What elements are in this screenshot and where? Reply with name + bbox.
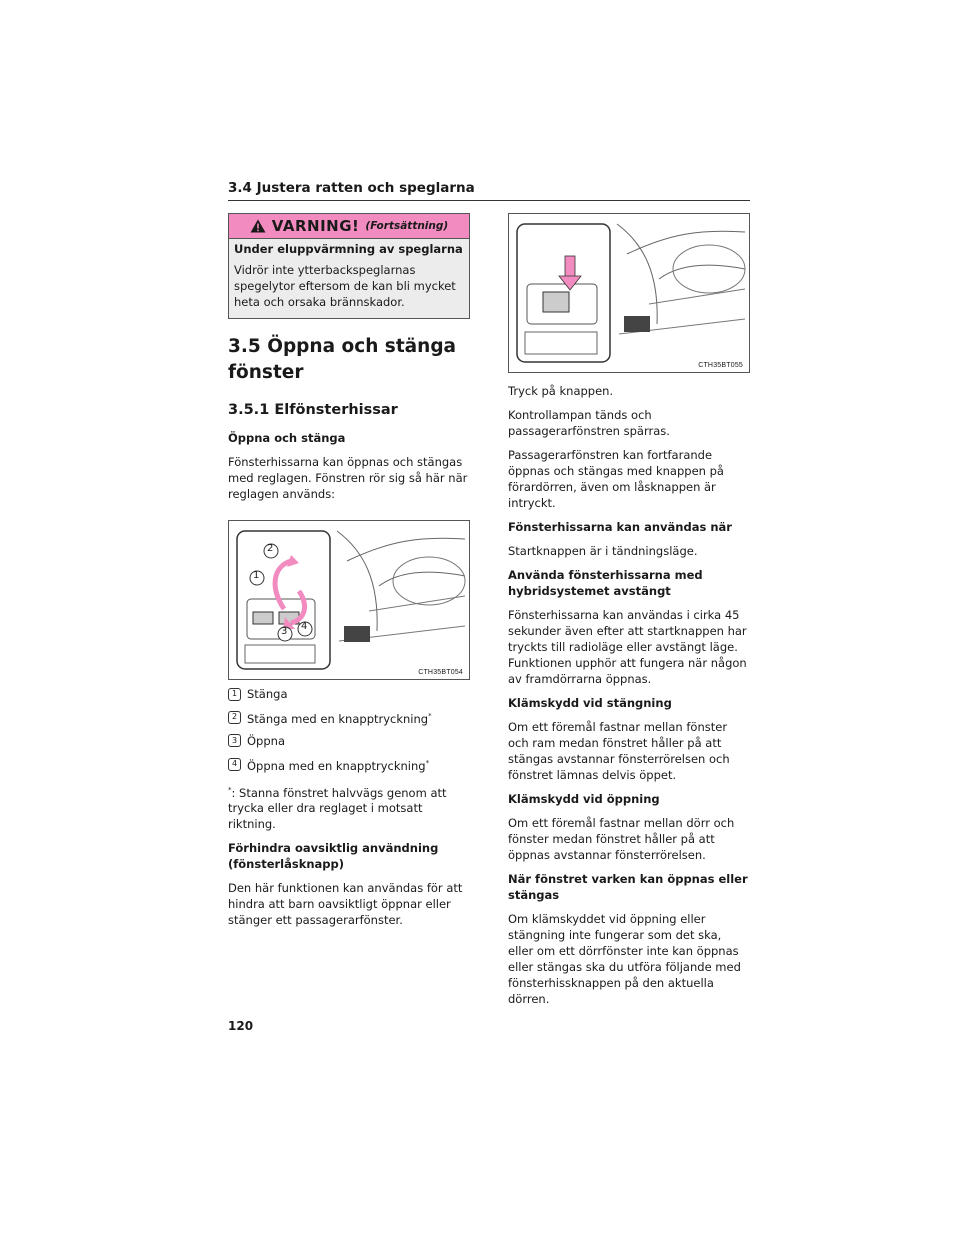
- callout-3: 3: [281, 626, 288, 637]
- paragraph-hybrid-off: Fönsterhissarna kan användas i cirka 45 sekunder även efter att startknappen har tryckts till radioläge eller avstängt läge. Funktionen upphör att fungera när någon av framdörrarna öppnas.: [508, 608, 747, 686]
- callout-1: 1: [253, 570, 260, 581]
- paragraph-pinch-close: Om ett föremål fastnar mellan fönster och ram medan fönstret håller på att stängas avstannar fönsterrörelsen och fönstret lämnas delvis öppet.: [508, 720, 730, 782]
- page-number: 120: [228, 1019, 254, 1033]
- list-item: [228, 733, 470, 749]
- list-item-text: Stänga med en knapptryckning: [247, 711, 429, 726]
- heading-prevent: Förhindra oavsiktlig användning (fönsterlåsknapp): [228, 841, 439, 872]
- heading-pinch-close: Klämskydd vid stängning: [508, 696, 672, 710]
- figure-code: CTH35BT054: [418, 669, 463, 676]
- footnote-text: : Stanna fönstret halvvägs genom att trycka eller dra reglaget i motsatt riktning.: [228, 785, 447, 832]
- figure-code: CTH35BT055: [698, 362, 743, 369]
- heading-open-close: Öppna och stänga: [228, 431, 346, 445]
- number-badge: 2: [228, 711, 241, 724]
- figure-lock-switch: [508, 213, 750, 373]
- footnote-marker: *: [428, 712, 432, 720]
- warning-continued: (Fortsättning): [365, 220, 449, 232]
- section-header: 3.4 Justera ratten och speglarna: [228, 180, 750, 201]
- right-column: [508, 213, 750, 1007]
- warning-body: [229, 239, 469, 318]
- warning-title: VARNING!: [271, 217, 360, 235]
- paragraph-intro: Fönsterhissarna kan öppnas och stängas med reglagen. Fönstren rör sig så här när reglagen används:: [228, 455, 468, 501]
- warning-triangle-icon: [250, 219, 266, 233]
- paragraph-usable: Startknappen är i tändningsläge.: [508, 544, 698, 558]
- heading-pinch-open: Klämskydd vid öppning: [508, 792, 660, 806]
- paragraph-passenger: Passagerarfönstren kan fortfarande öppnas och stängas med knappen på förardörren, även om låsknappen är intryckt.: [508, 448, 724, 510]
- list-item: [228, 686, 470, 702]
- list-item: [228, 755, 470, 774]
- number-badge: 3: [228, 734, 241, 747]
- lock-switch-illustration: [509, 214, 751, 372]
- heading-usable: Fönsterhissarna kan användas när: [508, 520, 732, 534]
- chapter-title: 3.5 Öppna och stänga fönster: [228, 336, 457, 383]
- callout-4: 4: [301, 621, 308, 632]
- subchapter-title: 3.5.1 Elfönsterhissar: [228, 402, 398, 418]
- heading-cannot: När fönstret varken kan öppnas eller stängas: [508, 872, 748, 902]
- warning-text: Vidrör inte ytterbackspeglarnas spegelytor eftersom de kan bli mycket heta och orsaka brännskador.: [234, 263, 456, 309]
- footnote: [228, 782, 470, 833]
- list-item: [228, 708, 470, 727]
- legend-list: [228, 686, 470, 774]
- heading-hybrid-off: Använda fönsterhissarna med hybridsystemet avstängt: [508, 568, 703, 598]
- warning-subtitle: Under eluppvärmning av speglarna: [234, 242, 463, 256]
- paragraph-press: Tryck på knappen.: [508, 384, 614, 398]
- window-switch-illustration: [229, 521, 471, 679]
- footnote-marker: *: [425, 758, 430, 767]
- warning-header: [229, 214, 469, 239]
- number-badge: 1: [228, 688, 241, 701]
- footnote-star: *: [228, 785, 232, 794]
- callout-2: 2: [267, 543, 274, 554]
- number-badge: 4: [228, 758, 241, 771]
- paragraph-lamp: Kontrollampan tänds och passagerarfönstren spärras.: [508, 408, 670, 438]
- warning-box: [228, 213, 470, 319]
- list-item-text: Öppna: [247, 733, 285, 748]
- figure-window-switch: [228, 520, 470, 680]
- paragraph-pinch-open: Om ett föremål fastnar mellan dörr och fönster medan fönstret håller på att öppnas avstannar fönsterrörelsen.: [508, 816, 735, 862]
- list-item-text: Stänga: [247, 687, 288, 701]
- paragraph-prevent: Den här funktionen kan användas för att hindra att barn oavsiktligt öppnar eller stänger ett passagerarfönster.: [228, 881, 463, 928]
- paragraph-cannot: Om klämskyddet vid öppning eller stängning inte fungerar som det ska, eller om ett dörrfönster inte kan öppnas eller stängas ska du utföra följande med fönsterhissknappen på den aktuella dörren.: [508, 912, 741, 1006]
- list-item-text: Öppna med en knapptryckning: [247, 758, 426, 773]
- left-column: [228, 213, 470, 928]
